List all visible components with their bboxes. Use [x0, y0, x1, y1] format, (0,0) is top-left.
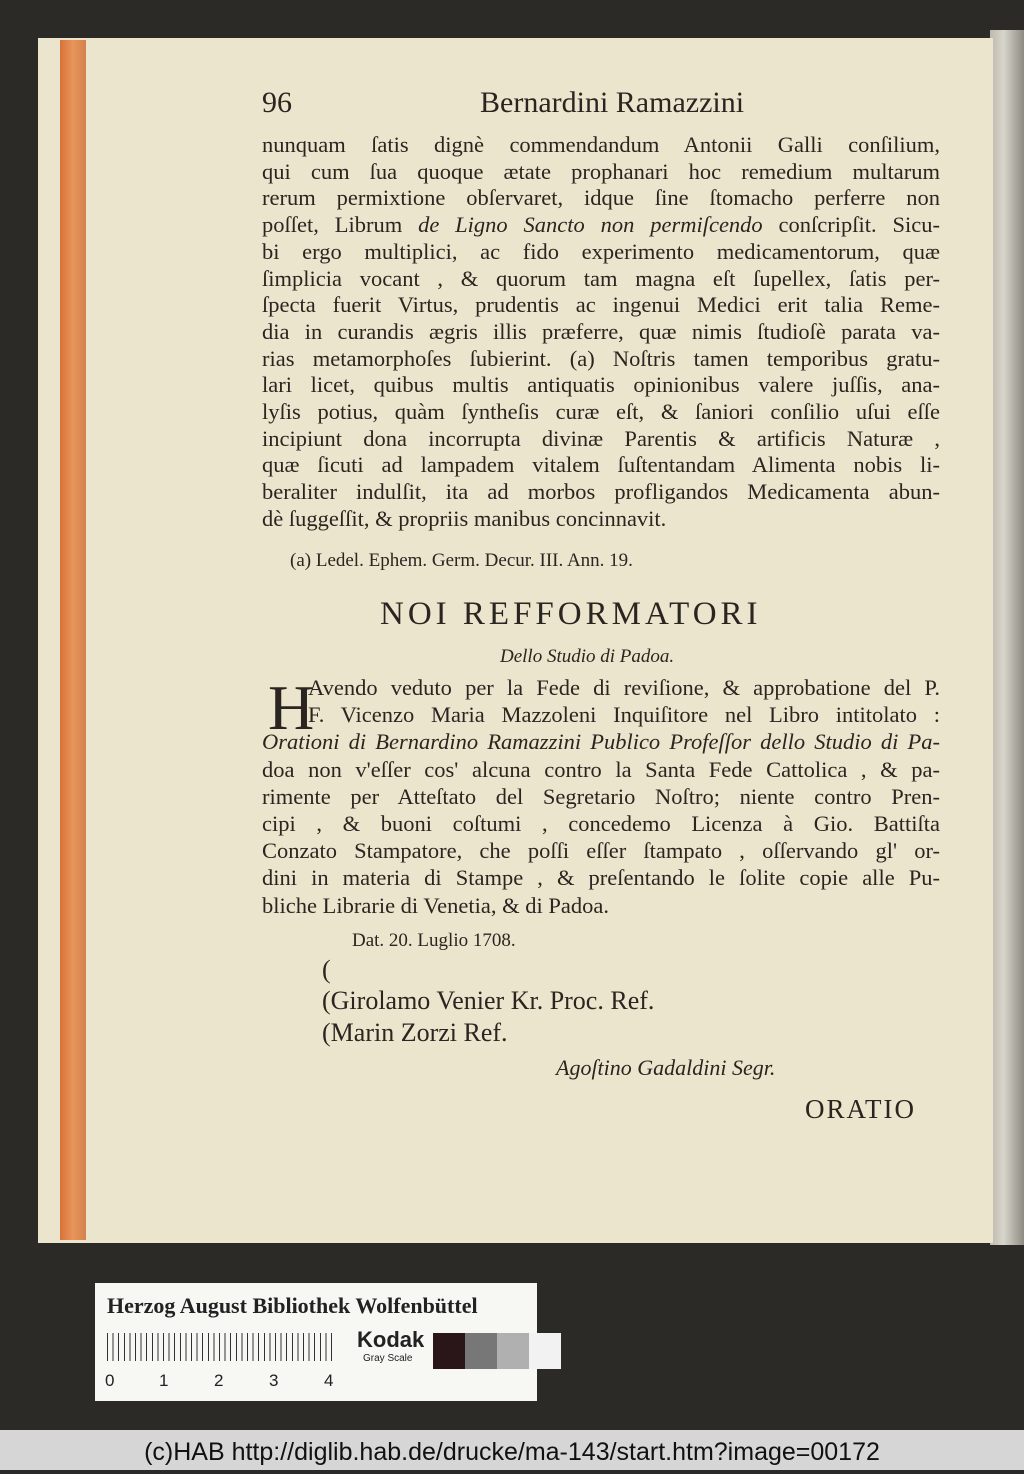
copyright-caption: (c)HAB http://diglib.hab.de/drucke/ma-143/start.htm?image=00172: [0, 1430, 1024, 1470]
body-line: ſpecta fuerit Virtus, prudentis ac ingenui Medici erit talia Reme-: [262, 292, 940, 318]
imprimatur-line: Avendo veduto per la Fede di reviſione, & approbatione del P.: [308, 675, 940, 700]
body-line: incipiunt dona incorrupta divinæ Parentis & artificis Naturæ ,: [262, 425, 940, 451]
kodak-logo: Kodak: [357, 1327, 425, 1352]
catchword: ORATIO: [805, 1094, 916, 1124]
body-line: beraliter indulſit, ita ad morbos profligandos Medicamenta abun-: [262, 479, 940, 505]
body-line: lari licet, quibus multis antiquatis opinionibus valere juſſis, ana-: [262, 372, 940, 398]
body-line-part: poſſet, Librum: [262, 212, 419, 238]
color-calibration-card: [95, 1283, 537, 1401]
body-line: [262, 212, 940, 238]
imprimatur-line: dini in materia di Stampe , & preſentando le ſolite copie alle Pu-: [262, 865, 940, 891]
body-line: quæ ſicuti ad lampadem vitalem ſuſtentandam Alimenta nobis li-: [262, 452, 940, 478]
body-line: nunquam ſatis dignè commendandum Antonii Galli conſilium,: [262, 132, 940, 157]
imprimatur-line: cipi , & buoni coſtumi , concedemo Licenza à Gio. Battiſta: [262, 811, 940, 836]
gray-swatch: [529, 1333, 561, 1369]
body-line: dia in curandis ægris illis præferre, quæ nimis ſtudioſè parata va-: [262, 318, 940, 344]
imprimatur-line: Conzato Stampatore, che poſſi eſſer ſtampato , oſſervando gl' or-: [262, 838, 940, 864]
gray-swatch: [433, 1333, 465, 1369]
ruler-number: 1: [159, 1371, 169, 1390]
imprimatur-line: rimente per Atteſtato del Segretario Noſtro; niente contro Pren-: [262, 783, 940, 809]
gray-swatch: [497, 1333, 529, 1369]
gray-scale-label: Gray Scale: [363, 1353, 413, 1364]
body-line: qui cum ſua quoque ætate prophanari hoc remedium multarum: [262, 158, 940, 184]
imprimatur-line: doa non v'eſſer cos' alcuna contro la Santa Fede Cattolica , & pa-: [262, 756, 940, 782]
ruler-number: 2: [214, 1371, 224, 1390]
body-line-part: conſcripſit. Sicu-: [762, 212, 940, 238]
signatory-2: (Marin Zorzi Ref.: [322, 1018, 508, 1047]
ruler-number: 3: [269, 1371, 279, 1390]
secretary: Agoſtino Gadaldini Segr.: [556, 1055, 776, 1080]
footnote: (a) Ledel. Ephem. Germ. Decur. III. Ann. 19.: [290, 550, 633, 571]
body-line: rerum permixtione obſervaret, idque ſine ſtomacho perferre non: [262, 185, 940, 211]
imprimatur-subheading: Dello Studio di Padoa.: [500, 646, 675, 667]
date-line: Dat. 20. Luglio 1708.: [352, 930, 516, 951]
running-title: Bernardini Ramazzini: [480, 86, 745, 119]
page-red-edge: [60, 40, 86, 1240]
imprimatur-line: bliche Librarie di Venetia, & di Padoa.: [262, 892, 609, 918]
gray-swatch: [465, 1333, 497, 1369]
body-line: ſimplicia vocant , & quorum tam magna eſt ſupellex, ſatis per-: [262, 265, 940, 291]
sign-bracket: (: [322, 955, 331, 984]
imprimatur-heading: NOI REFFORMATORI: [380, 596, 762, 632]
card-title: Herzog August Bibliothek Wolfenbüttel: [107, 1293, 478, 1318]
ruler-number: 4: [324, 1371, 334, 1390]
ruler-number: 0: [105, 1371, 115, 1390]
body-line-part: de Ligno Sancto non permiſcendo: [418, 212, 763, 238]
body-line: bi ergo multiplici, ac fido experimento medicamentorum, quæ: [262, 238, 940, 264]
imprimatur-line: Orationi di Bernardino Ramazzini Publico Profeſſor dello Studio di Pa-: [262, 729, 940, 755]
body-line: lyſis potius, quàm ſyntheſis curæ eſt, & ſaniori conſilio uſui eſſe: [262, 399, 940, 424]
ruler-scale: [107, 1333, 332, 1361]
drop-cap: H: [268, 672, 315, 743]
body-line: dè ſuggeſſit, & propriis manibus concinnavit.: [262, 505, 667, 531]
body-line: rias metamorphoſes ſubierint. (a) Noſtris tamen temporibus gratu-: [262, 345, 940, 371]
page-number: 96: [262, 86, 292, 119]
book-page-edge: [990, 30, 1024, 1245]
imprimatur-line: F. Vicenzo Maria Mazzoleni Inquiſitore nel Libro intitolato :: [308, 702, 940, 728]
signatory-1: (Girolamo Venier Kr. Proc. Ref.: [322, 986, 655, 1015]
